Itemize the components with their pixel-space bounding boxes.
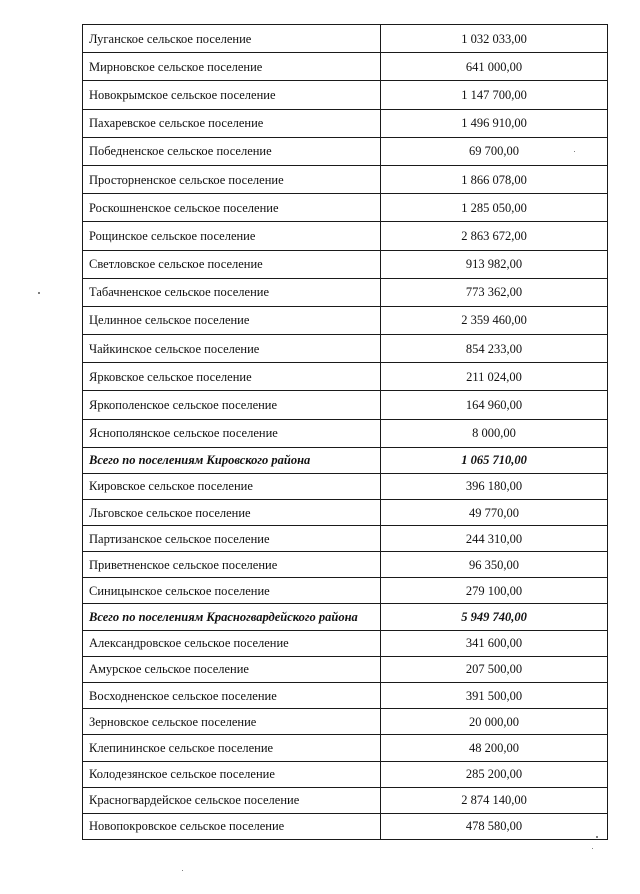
settlements-budget-table — [82, 24, 608, 840]
table-row — [83, 552, 608, 578]
settlement-name: Ярковское сельское поселение — [83, 363, 381, 391]
table-row — [83, 363, 608, 391]
table-row — [83, 306, 608, 334]
settlement-name: Льговское сельское поселение — [83, 500, 381, 526]
district-total-row-kirovsky — [83, 447, 608, 473]
district-total-value: 1 065 710,00 — [381, 447, 608, 473]
district-total-value: 5 949 740,00 — [381, 604, 608, 630]
settlement-name: Целинное сельское поселение — [83, 306, 381, 334]
table-body — [83, 25, 608, 840]
amount-value: 211 024,00 — [381, 363, 608, 391]
district-total-row-krasnogvardeysky — [83, 604, 608, 630]
amount-value: 2 359 460,00 — [381, 306, 608, 334]
settlement-name: Роскошненское сельское поселение — [83, 194, 381, 222]
settlement-name: Чайкинское сельское поселение — [83, 335, 381, 363]
settlement-name: Яркополенское сельское поселение — [83, 391, 381, 419]
table-row — [83, 473, 608, 499]
settlement-name: Новокрымское сельское поселение — [83, 81, 381, 109]
amount-value: 2 874 140,00 — [381, 787, 608, 813]
settlement-name: Победненское сельское поселение — [83, 137, 381, 165]
table-row — [83, 391, 608, 419]
scan-speck — [592, 848, 593, 849]
settlement-name: Красногвардейское сельское поселение — [83, 787, 381, 813]
amount-value: 244 310,00 — [381, 526, 608, 552]
district-total-label: Всего по поселениям Красногвардейского района — [83, 604, 381, 630]
amount-value: 1 866 078,00 — [381, 165, 608, 193]
settlement-name: Клепининское сельское поселение — [83, 735, 381, 761]
settlement-name: Новопокровское сельское поселение — [83, 813, 381, 839]
amount-value: 773 362,00 — [381, 278, 608, 306]
amount-value: 20 000,00 — [381, 709, 608, 735]
table-row — [83, 813, 608, 839]
table-row — [83, 787, 608, 813]
amount-value: 641 000,00 — [381, 53, 608, 81]
settlement-name: Кировское сельское поселение — [83, 473, 381, 499]
amount-value: 913 982,00 — [381, 250, 608, 278]
amount-value: 96 350,00 — [381, 552, 608, 578]
settlement-name: Луганское сельское поселение — [83, 25, 381, 53]
amount-value: 279 100,00 — [381, 578, 608, 604]
table-row — [83, 419, 608, 447]
scan-speck — [574, 151, 575, 152]
settlement-name: Восходненское сельское поселение — [83, 682, 381, 708]
table-row — [83, 578, 608, 604]
amount-value: 2 863 672,00 — [381, 222, 608, 250]
settlement-name: Яснополянское сельское поселение — [83, 419, 381, 447]
table-row — [83, 165, 608, 193]
table-row — [83, 25, 608, 53]
settlement-name: Амурское сельское поселение — [83, 656, 381, 682]
table-row — [83, 656, 608, 682]
amount-value: 1 147 700,00 — [381, 81, 608, 109]
amount-value: 285 200,00 — [381, 761, 608, 787]
settlement-name: Мирновское сельское поселение — [83, 53, 381, 81]
table-row — [83, 335, 608, 363]
settlement-name: Приветненское сельское поселение — [83, 552, 381, 578]
settlement-name: Светловское сельское поселение — [83, 250, 381, 278]
settlement-name: Партизанское сельское поселение — [83, 526, 381, 552]
table-row — [83, 109, 608, 137]
amount-value: 1 496 910,00 — [381, 109, 608, 137]
settlement-name: Колодезянское сельское поселение — [83, 761, 381, 787]
table-row — [83, 222, 608, 250]
amount-value: 8 000,00 — [381, 419, 608, 447]
amount-value: 164 960,00 — [381, 391, 608, 419]
amount-value: 341 600,00 — [381, 630, 608, 656]
scan-speck — [182, 870, 183, 871]
amount-value: 854 233,00 — [381, 335, 608, 363]
amount-value: 207 500,00 — [381, 656, 608, 682]
settlement-name: Просторненское сельское поселение — [83, 165, 381, 193]
table-row — [83, 81, 608, 109]
amount-value: 49 770,00 — [381, 500, 608, 526]
document-page — [82, 24, 607, 840]
scan-speck — [38, 292, 40, 294]
amount-value: 48 200,00 — [381, 735, 608, 761]
table-row — [83, 526, 608, 552]
settlement-name: Александровское сельское поселение — [83, 630, 381, 656]
settlement-name: Пахаревское сельское поселение — [83, 109, 381, 137]
settlement-name: Рощинское сельское поселение — [83, 222, 381, 250]
table-row — [83, 500, 608, 526]
amount-value: 478 580,00 — [381, 813, 608, 839]
table-row — [83, 761, 608, 787]
table-row — [83, 630, 608, 656]
scan-speck — [596, 836, 598, 838]
table-row — [83, 735, 608, 761]
table-row — [83, 137, 608, 165]
settlement-name: Зерновское сельское поселение — [83, 709, 381, 735]
amount-value: 1 285 050,00 — [381, 194, 608, 222]
amount-value: 1 032 033,00 — [381, 25, 608, 53]
district-total-label: Всего по поселениям Кировского района — [83, 447, 381, 473]
settlement-name: Синицынское сельское поселение — [83, 578, 381, 604]
table-row — [83, 278, 608, 306]
settlement-name: Табачненское сельское поселение — [83, 278, 381, 306]
table-row — [83, 682, 608, 708]
table-row — [83, 53, 608, 81]
table-row — [83, 250, 608, 278]
amount-value: 396 180,00 — [381, 473, 608, 499]
table-row — [83, 194, 608, 222]
table-row — [83, 709, 608, 735]
amount-value: 69 700,00 — [381, 137, 608, 165]
amount-value: 391 500,00 — [381, 682, 608, 708]
